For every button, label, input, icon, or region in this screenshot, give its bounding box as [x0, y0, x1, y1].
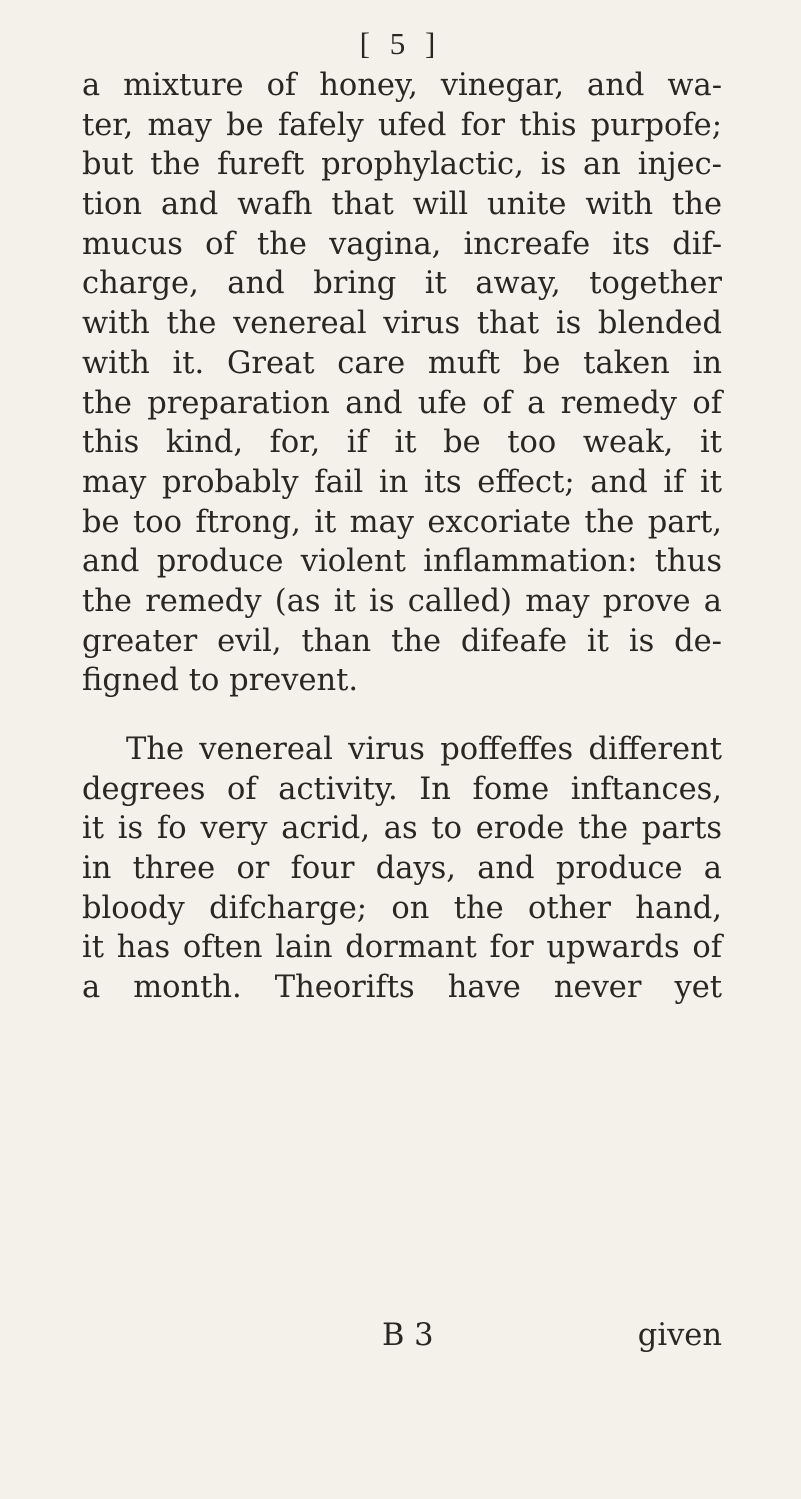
- body-text: [82, 66, 722, 1008]
- signature-mark: B 3: [382, 1318, 434, 1353]
- text-line: it is fo very acrid, as to erode the parts: [82, 811, 722, 847]
- catchword: given: [637, 1318, 722, 1353]
- text-line: the preparation and ufe of a remedy of: [82, 385, 722, 421]
- text-line: tion and wafh that will unite with the: [82, 187, 722, 223]
- text-line: a mixture of honey, vinegar, and wa-: [82, 68, 722, 103]
- text-line: mucus of the vagina, increafe its dif-: [82, 226, 722, 262]
- paragraph: [82, 66, 722, 701]
- text-line: a month. Theorifts have never yet: [82, 970, 722, 1006]
- text-line: the remedy (as it is called) may prove a: [82, 583, 722, 619]
- paragraph: [82, 730, 722, 1008]
- text-line: in three or four days, and produce a: [82, 851, 722, 887]
- page-footer: [82, 1318, 722, 1358]
- text-line: with it. Great care muft be taken in: [82, 345, 722, 381]
- text-line: The venereal virus poffeffes different: [126, 732, 722, 767]
- text-line: greater evil, than the difeafe it is de-: [82, 623, 722, 659]
- text-line: charge, and bring it away, together: [82, 266, 722, 302]
- paragraph-gap: [82, 701, 722, 730]
- text-line: figned to prevent.: [82, 663, 359, 699]
- text-line: be too ftrong, it may excoriate the part,: [82, 504, 722, 540]
- page-number: [ 5 ]: [359, 26, 442, 61]
- text-line: may probably fail in its effect; and if it: [82, 464, 722, 500]
- text-line: this kind, for, if it be too weak, it: [82, 425, 722, 461]
- text-line: ter, may be fafely ufed for this purpofe;: [82, 107, 722, 143]
- text-line: with the venereal virus that is blended: [82, 306, 722, 342]
- text-line: but the fureft prophylactic, is an injec-: [82, 147, 722, 183]
- text-line: and produce violent inflammation: thus: [82, 544, 722, 580]
- text-line: degrees of activity. In fome inftances,: [82, 771, 722, 807]
- text-line: bloody difcharge; on the other hand,: [82, 890, 722, 926]
- text-line: it has often lain dormant for upwards of: [82, 930, 722, 966]
